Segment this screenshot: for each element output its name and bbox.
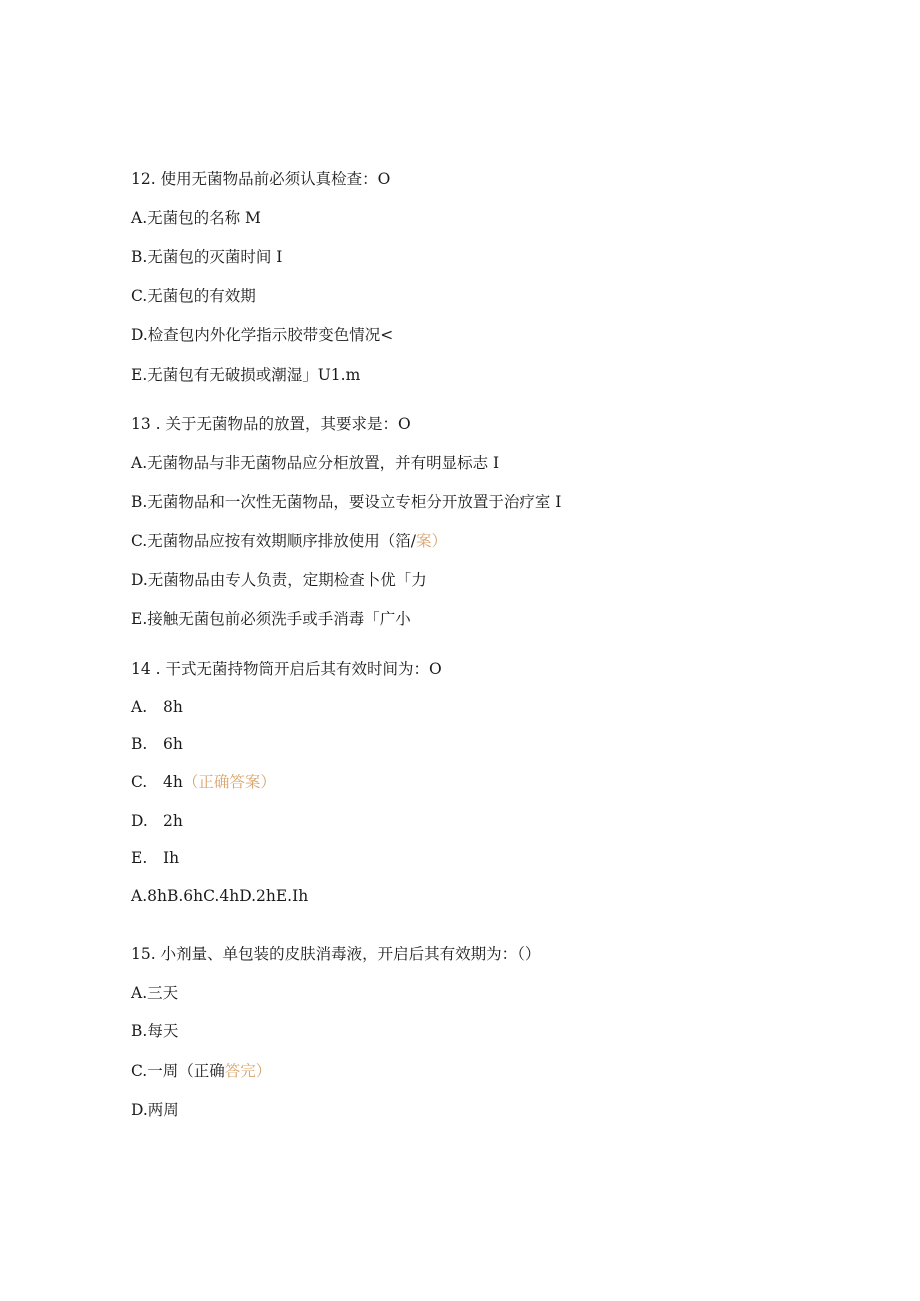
- q14-option-b: [131, 734, 183, 754]
- q15-option-c: [131, 1061, 271, 1081]
- question-15: 15. 小剂量、单包装的皮肤消毒液，开启后其有效期为：（）: [131, 945, 541, 963]
- q14-option-e-value: Ih: [163, 849, 180, 867]
- q14-summary: A.8hB.6hC.4hD.2hE.Ih: [131, 887, 309, 905]
- q15-option-b: B.每天: [131, 1022, 179, 1040]
- q13-answer-mark: 案）: [415, 532, 447, 550]
- q12-option-b: B.无菌包的灭菌时间 I: [131, 248, 283, 266]
- q14-option-c: [131, 772, 276, 792]
- q13-option-a: A.无菌物品与非无菌物品应分柜放置，并有明显标志 I: [131, 454, 500, 472]
- question-12: 12. 使用无菌物品前必须认真检查：O: [131, 170, 391, 188]
- q15-option-d: D.两周: [131, 1101, 179, 1119]
- q14-option-d: [131, 811, 183, 831]
- q12-option-a: A.无菌包的名称 M: [131, 209, 261, 227]
- q14-answer-mark: （正确答案）: [182, 773, 276, 791]
- q14-option-d-label: D.: [131, 812, 148, 830]
- q15-answer-mark: 答完）: [224, 1062, 272, 1080]
- q14-option-e: [131, 848, 179, 868]
- q13-option-e: E.接触无菌包前必须洗手或手消毒「广小: [131, 610, 411, 628]
- question-14: 14 . 干式无菌持物筒开启后其有效时间为：O: [131, 660, 442, 678]
- q14-option-b-label: B.: [131, 735, 148, 753]
- q14-option-e-label: E.: [131, 849, 148, 867]
- q12-option-c: C.无菌包的有效期: [131, 287, 256, 305]
- q12-option-e: E.无菌包有无破损或潮湿」U1.m: [131, 366, 361, 384]
- q14-option-a: [131, 697, 183, 717]
- q12-option-d: D.检查包内外化学指示胶带变色情况<: [131, 326, 394, 344]
- q13-option-c-text: C.无菌物品应按有效期顺序排放使用（箔/: [131, 532, 416, 550]
- q13-option-b: B.无菌物品和一次性无菌物品，要设立专柜分开放置于治疗室 I: [131, 493, 562, 511]
- q13-option-d: D.无菌物品由专人负责，定期检查卜优「力: [131, 571, 427, 589]
- question-13: 13 . 关于无菌物品的放置，其要求是：O: [131, 415, 411, 433]
- q14-option-c-label: C.: [131, 773, 148, 791]
- q14-option-a-label: A.: [131, 698, 148, 716]
- q14-option-b-value: 6h: [163, 735, 183, 753]
- q15-option-a: A.三天: [131, 984, 179, 1002]
- q13-option-c: [131, 531, 447, 551]
- q14-option-d-value: 2h: [163, 812, 183, 830]
- q14-option-a-value: 8h: [163, 698, 183, 716]
- q15-option-c-text: C.一周（正确: [131, 1062, 225, 1080]
- q14-option-c-value: 4h: [163, 773, 183, 791]
